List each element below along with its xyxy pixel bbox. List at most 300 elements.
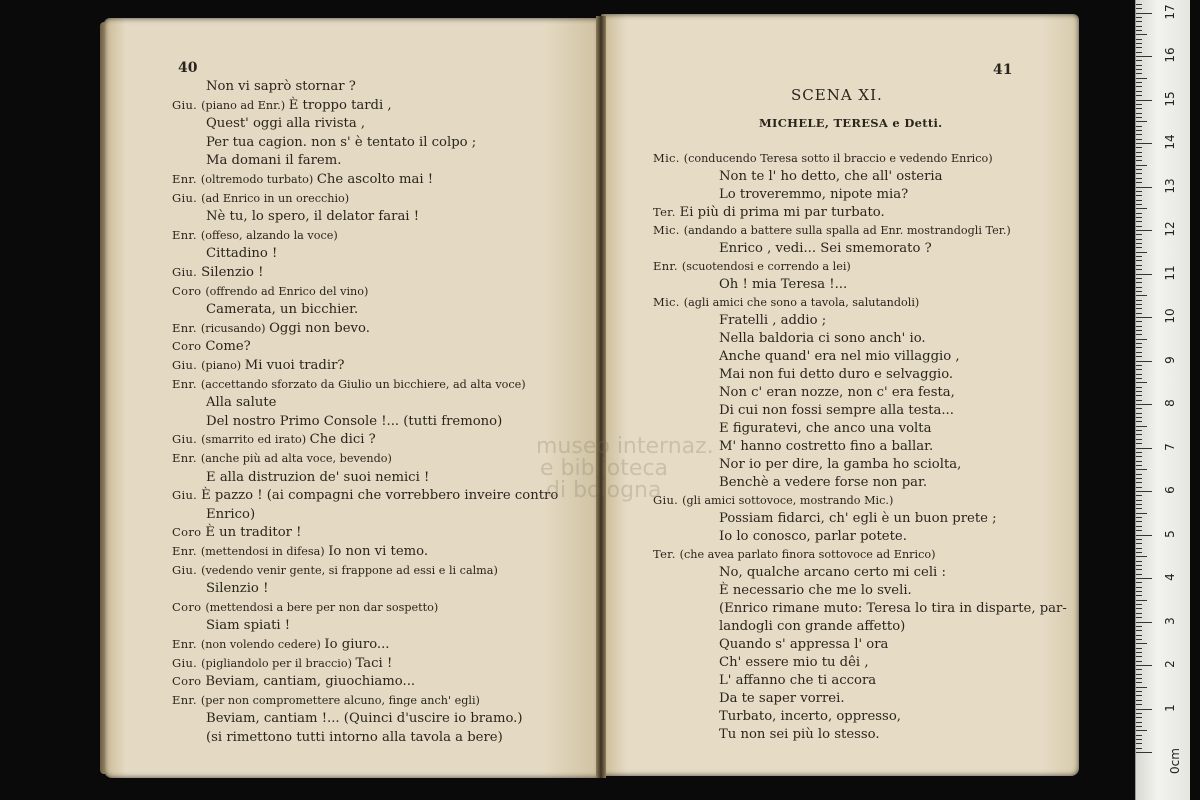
text-line [719, 510, 997, 527]
ruler-tick [1136, 52, 1142, 53]
verse-text: Nella baldoria ci sono anch' io. [719, 331, 926, 346]
ruler-tick [1136, 448, 1152, 449]
text-line [719, 330, 926, 347]
ruler-tick [1136, 691, 1142, 692]
ruler-tick [1136, 669, 1142, 670]
verse-text: Ch' essere mio tu dêi , [719, 655, 869, 670]
verse-text: Mi vuoi tradir? [244, 358, 345, 373]
left-page [104, 18, 600, 778]
text-line [172, 543, 428, 560]
speaker-label: Enr. [172, 451, 201, 465]
ruler-tick [1136, 156, 1142, 157]
ruler-tick [1136, 321, 1142, 322]
speaker-label: Coro [172, 599, 206, 614]
text-line [172, 655, 392, 672]
verse-text: Enrico , vedi... Sei smemorato ? [719, 241, 932, 256]
ruler-tick [1136, 265, 1142, 266]
verse-text: È necessario che me lo sveli. [719, 583, 912, 598]
verse-text: E figuratevi, che anco una volta [719, 421, 932, 436]
ruler-tick [1136, 352, 1142, 353]
verse-text: Alla salute [206, 395, 277, 411]
text-line [206, 729, 503, 746]
speaker-label: Coro [172, 283, 206, 298]
ruler-tick [1136, 13, 1152, 14]
ruler-tick [1136, 652, 1142, 653]
ruler-number: 15 [1163, 90, 1177, 107]
verse-text: Per tua cagion. non s' è tentato il colpo ; [206, 134, 477, 150]
ruler-number: 12 [1163, 221, 1177, 237]
verse-text: Silenzio ! [201, 265, 264, 280]
text-line [206, 413, 502, 430]
ruler-number: 13 [1163, 177, 1177, 194]
speaker-label: Ter. [653, 547, 680, 561]
text-line [172, 599, 438, 616]
verse-text: Lo troveremmo, nipote mia? [719, 187, 909, 202]
ruler-tick [1136, 617, 1142, 618]
ruler-number: 10 [1163, 308, 1177, 324]
text-line [719, 726, 880, 743]
ruler-tick [1136, 239, 1142, 240]
ruler-tick [1136, 678, 1142, 679]
ruler-tick [1136, 8, 1142, 9]
ruler-tick [1136, 513, 1147, 514]
text-line [653, 150, 993, 167]
verse-text: È pazzo ! (ai compagni che vorrebbero inveire contro [201, 488, 559, 504]
ruler-tick [1136, 400, 1142, 401]
ruler-tick [1136, 430, 1142, 431]
text-line [653, 204, 885, 221]
ruler-tick [1136, 173, 1142, 174]
ruler-tick [1136, 182, 1142, 183]
speaker-label: Mic. [653, 151, 684, 165]
ruler-tick [1136, 91, 1142, 92]
text-line [172, 692, 480, 709]
measurement-ruler [1135, 0, 1190, 800]
ruler-tick [1136, 308, 1142, 309]
stage-direction: (ricusando) [200, 321, 270, 335]
ruler-tick [1136, 295, 1147, 296]
ruler-tick [1136, 369, 1142, 370]
ruler-tick [1136, 282, 1142, 283]
verse-text: Camerata, un bicchier. [206, 302, 359, 318]
text-line [719, 186, 908, 203]
text-line [653, 222, 1011, 239]
text-line [172, 524, 301, 541]
text-line [172, 97, 392, 114]
text-line [719, 654, 869, 671]
ruler-tick [1136, 730, 1147, 731]
speaker-label: Enr. [172, 320, 201, 335]
ruler-tick [1136, 300, 1142, 301]
ruler-tick [1136, 226, 1142, 227]
verse-text: Tu non sei più lo stesso. [719, 727, 880, 742]
verse-text: Oggi non bevo. [269, 320, 370, 336]
ruler-tick [1136, 47, 1142, 48]
text-line [719, 348, 960, 365]
ruler-tick [1136, 552, 1142, 553]
verse-text: Ei più di prima mi par turbato. [679, 205, 885, 220]
ruler-tick [1136, 152, 1142, 153]
ruler-tick [1136, 313, 1142, 314]
speaker-label: Coro [172, 674, 206, 689]
text-line [653, 258, 851, 275]
ruler-tick [1136, 78, 1147, 79]
ruler-tick [1136, 421, 1142, 422]
verse-text: Taci ! [355, 655, 393, 671]
text-line [172, 636, 390, 653]
text-line [172, 562, 498, 579]
ruler-number: 1 [1163, 703, 1177, 712]
stage-direction: (non volendo cedere) [200, 638, 325, 651]
ruler-tick [1136, 139, 1142, 140]
ruler-tick [1136, 73, 1142, 74]
ruler-number: 17 [1163, 3, 1177, 20]
text-line [719, 708, 901, 725]
verse-text: L' affanno che ti accora [719, 673, 877, 688]
ruler-tick [1136, 591, 1142, 592]
ruler-tick [1136, 374, 1142, 375]
verse-text: Mai non fui detto duro e selvaggio. [719, 367, 954, 382]
ruler-tick [1136, 347, 1142, 348]
ruler-tick [1136, 726, 1142, 727]
ruler-tick [1136, 252, 1147, 253]
ruler-tick [1136, 626, 1142, 627]
text-line [172, 227, 338, 244]
text-line [719, 366, 953, 383]
ruler-tick [1136, 456, 1142, 457]
right-page [601, 14, 1079, 776]
ruler-tick [1136, 60, 1142, 61]
verse-text: Nor io per dire, la gamba ho sciolta, [719, 457, 962, 472]
ruler-tick [1136, 648, 1142, 649]
verse-text: Da te saper vorrei. [719, 691, 845, 706]
ruler-tick [1136, 565, 1142, 566]
speaker-label: Enr. [172, 172, 201, 186]
speaker-label: Enr. [172, 227, 201, 242]
text-line [206, 208, 419, 225]
ruler-tick [1136, 204, 1142, 205]
verse-text: Oh ! mia Teresa !... [719, 277, 848, 292]
ruler-number: 9 [1163, 355, 1177, 364]
ruler-tick [1136, 613, 1142, 614]
ruler-tick [1136, 508, 1142, 509]
text-line [206, 710, 523, 727]
ruler-tick [1136, 230, 1152, 231]
ruler-tick [1136, 382, 1147, 383]
speaker-label: Enr. [172, 376, 201, 391]
ruler-tick [1136, 378, 1142, 379]
speaker-label: Enr. [172, 637, 201, 651]
stage-direction: (piano) [201, 359, 245, 372]
speaker-label: Giu. [172, 562, 202, 577]
speaker-label: Mic. [653, 295, 684, 309]
text-line [719, 312, 826, 329]
ruler-tick [1136, 687, 1147, 688]
ruler-tick [1136, 195, 1142, 196]
text-line [172, 357, 344, 374]
ruler-tick [1136, 26, 1142, 27]
ruler-tick [1136, 217, 1142, 218]
text-line [719, 528, 907, 545]
text-line [719, 384, 955, 401]
stage-direction: (accettando sforzato da Giulio un bicchiere, ad alta voce) [200, 377, 526, 391]
text-line [719, 582, 912, 599]
text-line [719, 474, 927, 491]
ruler-tick [1136, 709, 1152, 710]
text-line [172, 338, 251, 355]
verse-text: Non vi saprò stornar ? [206, 79, 356, 94]
ruler-tick [1136, 487, 1142, 488]
verse-text: Enrico) [206, 506, 256, 522]
ruler-tick [1136, 365, 1142, 366]
ruler-tick [1136, 656, 1142, 657]
text-line [719, 564, 946, 581]
speaker-label: Enr. [172, 544, 201, 558]
ruler-tick [1136, 639, 1142, 640]
text-line [172, 673, 415, 690]
stage-direction: (che avea parlato finora sottovoce ad Enrico) [679, 548, 936, 561]
ruler-tick [1136, 469, 1147, 470]
verse-text: Io giuro... [324, 637, 390, 652]
text-line [172, 283, 368, 300]
text-line [172, 320, 370, 337]
ruler-tick [1136, 100, 1152, 101]
ruler-tick [1136, 408, 1142, 409]
ruler-tick [1136, 417, 1142, 418]
speaker-label: Mic. [653, 223, 684, 237]
verse-text: È un traditor ! [205, 525, 302, 541]
ruler-tick [1136, 243, 1142, 244]
ruler-tick [1136, 343, 1142, 344]
ruler-unit: 0cm [1168, 748, 1182, 774]
ruler-number: 7 [1163, 442, 1177, 451]
ruler-tick [1136, 391, 1142, 392]
text-line [172, 376, 526, 393]
verse-text: No, qualche arcano certo mi celi : [719, 565, 946, 580]
verse-text: Nè tu, lo spero, il delator farai ! [206, 209, 420, 225]
text-line [653, 546, 935, 563]
stage-direction: (oltremodo turbato) [200, 173, 317, 186]
verse-text: Io lo conosco, parlar potete. [719, 529, 907, 544]
text-line [172, 264, 263, 281]
ruler-tick [1136, 291, 1142, 292]
ruler-tick [1136, 304, 1142, 305]
verse-text: Benchè a vedere forse non par. [719, 475, 928, 490]
speaker-label: Giu. [172, 190, 202, 205]
stage-direction: (offeso, alzando la voce) [200, 228, 338, 242]
ruler-tick [1136, 213, 1142, 214]
ruler-tick [1136, 482, 1142, 483]
ruler-tick [1136, 539, 1142, 540]
ruler-tick [1136, 39, 1142, 40]
verse-text: Che dici ? [309, 432, 376, 448]
speaker-label: Enr. [172, 692, 201, 707]
ruler-tick [1136, 43, 1142, 44]
speaker-label: Giu. [172, 488, 202, 503]
text-line [719, 690, 845, 707]
ruler-tick [1136, 317, 1152, 318]
stage-direction: (vedendo venir gente, si frappone ad essi e li calma) [201, 563, 498, 577]
ruler-tick [1136, 434, 1142, 435]
ruler-tick [1136, 356, 1142, 357]
ruler-tick [1136, 426, 1147, 427]
verse-text: È troppo tardi , [288, 97, 392, 113]
ruler-tick [1136, 495, 1142, 496]
ruler-tick [1136, 108, 1142, 109]
text-line [172, 431, 376, 448]
ruler-tick [1136, 713, 1142, 714]
ruler-tick [1136, 600, 1147, 601]
text-line [719, 402, 954, 419]
text-line [206, 78, 356, 95]
text-line [653, 294, 919, 311]
verse-text: Quando s' appressa l' ora [719, 637, 889, 652]
ruler-tick [1136, 543, 1142, 544]
ruler-number: 11 [1163, 264, 1177, 281]
ruler-tick [1136, 208, 1147, 209]
ruler-tick [1136, 126, 1142, 127]
ruler-tick [1136, 465, 1142, 466]
verse-text: Di cui non fossi sempre alla testa... [719, 403, 954, 418]
speaker-label: Enr. [653, 259, 682, 273]
ruler-tick [1136, 695, 1142, 696]
ruler-number: 5 [1163, 529, 1177, 538]
verse-text: Beviam, cantiam !... (Quinci d'uscire io bramo.) [206, 711, 523, 727]
watermark-line: e biblioteca [540, 456, 668, 481]
ruler-tick [1136, 413, 1142, 414]
stage-direction: (gli amici sottovoce, mostrando Mic.) [682, 494, 894, 507]
ruler-tick [1136, 387, 1142, 388]
ruler-tick [1136, 178, 1142, 179]
text-line [719, 420, 931, 437]
verse-text: Silenzio ! [206, 581, 269, 597]
stage-direction: (conducendo Teresa sotto il braccio e vedendo Enrico) [683, 152, 993, 165]
verse-text: Anche quand' era nel mio villaggio , [719, 349, 960, 364]
text-line [172, 190, 349, 207]
stage-direction: (smarrito ed irato) [201, 433, 310, 447]
text-line [719, 618, 905, 635]
text-line [206, 617, 290, 634]
ruler-tick [1136, 439, 1142, 440]
ruler-tick [1136, 326, 1142, 327]
ruler-tick [1136, 574, 1142, 575]
speaker-label: Giu. [172, 358, 202, 372]
verse-text: Che ascolto mai ! [316, 172, 434, 187]
text-line [206, 152, 341, 169]
ruler-tick [1136, 700, 1142, 701]
stage-direction: (agli amici che sono a tavola, salutandoli) [683, 296, 920, 309]
ruler-tick [1136, 334, 1142, 335]
stage-direction: (scuotendosi e correndo a lei) [681, 260, 851, 273]
text-line [719, 168, 942, 185]
ruler-tick [1136, 256, 1142, 257]
ruler-tick [1136, 260, 1142, 261]
ruler-tick [1136, 548, 1142, 549]
ruler-tick [1136, 160, 1142, 161]
stage-direction: (mettendosi in difesa) [200, 545, 329, 558]
text-line [172, 487, 558, 504]
ruler-tick [1136, 30, 1142, 31]
verse-text: Io non vi temo. [328, 544, 429, 559]
ruler-tick [1136, 200, 1142, 201]
ruler-tick [1136, 717, 1142, 718]
ruler-tick [1136, 739, 1142, 740]
ruler-tick [1136, 630, 1142, 631]
speaker-label: Giu. [653, 493, 683, 507]
ruler-tick [1136, 643, 1147, 644]
ruler-tick [1136, 682, 1142, 683]
verse-text: Cittadino ! [206, 246, 278, 262]
ruler-tick [1136, 65, 1142, 66]
speaker-label: Giu. [172, 97, 202, 112]
stage-direction: (pigliandolo per il braccio) [201, 656, 356, 670]
ruler-tick [1136, 561, 1142, 562]
text-line [206, 301, 358, 318]
ruler-tick [1136, 443, 1142, 444]
ruler-tick [1136, 278, 1142, 279]
ruler-tick [1136, 287, 1142, 288]
verse-text: M' hanno costretto fino a ballar. [719, 439, 934, 454]
speaker-label: Coro [172, 525, 206, 540]
ruler-tick [1136, 147, 1142, 148]
ruler-tick [1136, 339, 1147, 340]
speaker-label: Giu. [172, 265, 202, 279]
ruler-tick [1136, 635, 1142, 636]
ruler-tick [1136, 274, 1152, 275]
stage-direction: (mettendosi a bere per non dar sospetto) [205, 600, 439, 614]
ruler-tick [1136, 535, 1152, 536]
text-line [206, 394, 276, 411]
ruler-tick [1136, 474, 1142, 475]
ruler-tick [1136, 674, 1142, 675]
ruler-tick [1136, 604, 1142, 605]
ruler-tick [1136, 752, 1152, 753]
text-line [172, 171, 433, 188]
ruler-tick [1136, 622, 1152, 623]
ruler-tick [1136, 221, 1142, 222]
ruler-tick [1136, 526, 1142, 527]
speaker-label: Giu. [172, 432, 202, 447]
text-line [719, 240, 932, 257]
ruler-number: 16 [1163, 47, 1177, 63]
verse-text: landogli con grande affetto) [719, 619, 906, 634]
scene-title: SCENA XI. [791, 86, 883, 104]
ruler-tick [1136, 69, 1142, 70]
ruler-tick [1136, 608, 1142, 609]
ruler-tick [1136, 404, 1152, 405]
text-line [719, 600, 1067, 617]
verse-text: E alla distruzion de' suoi nemici ! [206, 469, 430, 485]
verse-text: Del nostro Primo Console !... (tutti fremono) [206, 413, 503, 429]
text-line [172, 450, 392, 467]
stage-direction: (per non compromettere alcuno, finge anch' egli) [200, 693, 480, 707]
ruler-tick [1136, 735, 1142, 736]
ruler-tick [1136, 187, 1152, 188]
text-line [206, 245, 277, 262]
stage-direction: (andando a battere sulla spalla ad Enr. mostrandogli Ter.) [683, 224, 1011, 237]
page-number-left: 40 [178, 60, 198, 76]
ruler-tick [1136, 504, 1142, 505]
text-line [206, 469, 429, 486]
ruler-tick [1136, 587, 1142, 588]
verse-text: Quest' oggi alla rivista , [206, 116, 366, 132]
speaker-label: Coro [172, 339, 206, 354]
stage-direction: (piano ad Enr.) [201, 98, 289, 112]
ruler-tick [1136, 269, 1142, 270]
ruler-tick [1136, 143, 1152, 144]
verse-text: Non c' eran nozze, non c' era festa, [719, 385, 955, 400]
ruler-tick [1136, 665, 1152, 666]
